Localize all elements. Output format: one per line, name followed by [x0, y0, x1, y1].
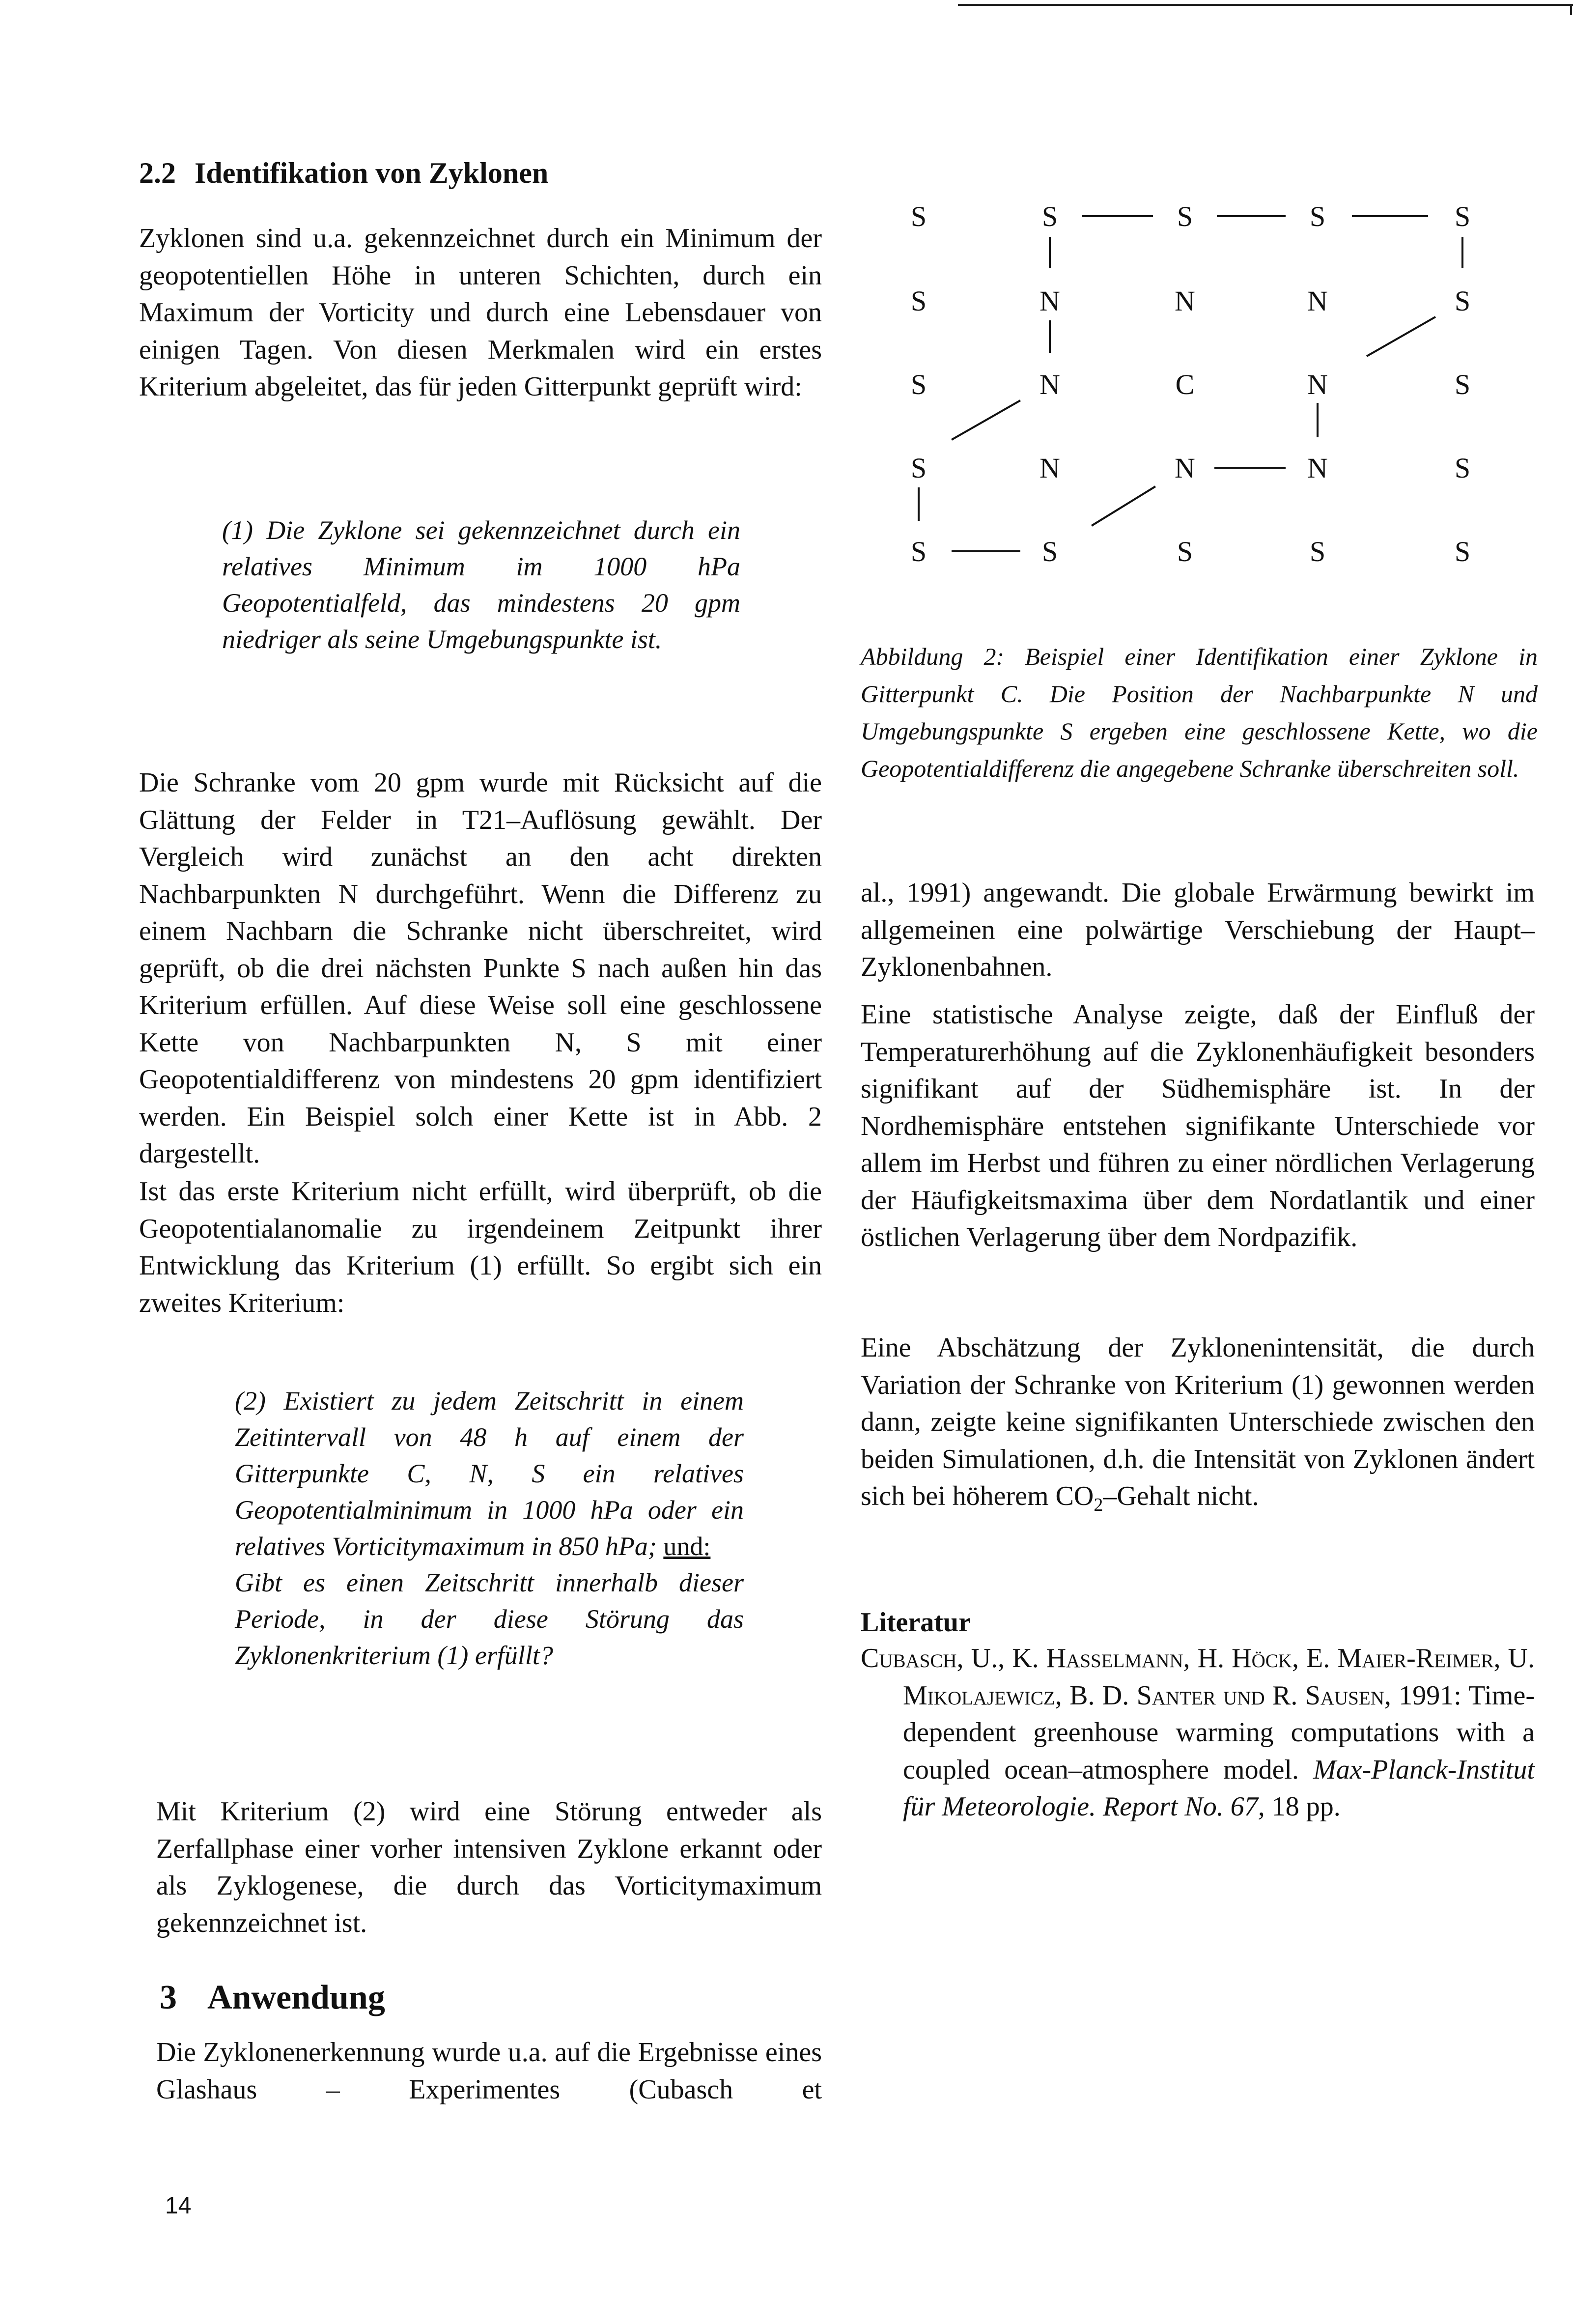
section-title: Anwendung [207, 1979, 385, 2016]
grid-point-1-0: S [910, 285, 927, 317]
paragraph-right-3-end: –Gehalt nicht. [1103, 1481, 1259, 1511]
page-number: 14 [165, 2193, 192, 2219]
criterion-2-und: und: [663, 1531, 711, 1561]
reference-title: Time-dependent greenhouse warming computations with a coupled ocean–atmosphere model. [903, 1680, 1535, 1785]
top-rule-tick [1570, 4, 1572, 15]
criterion-1: (1) Die Zyklone sei gekennzeichnet durch ein relatives Minimum im 1000 hPa Geopotentialfeld, das mindestens 20 gpm niedriger als seine Umgebungspunkte ist. [222, 515, 740, 654]
grid-point-2-4: S [1454, 368, 1471, 400]
grid-point-2-3: N [1307, 368, 1328, 400]
figure-2-grid [861, 187, 1539, 580]
grid-point-4-2: S [1177, 536, 1193, 567]
grid-point-0-2: S [1177, 200, 1193, 232]
section-number: 3 [160, 1979, 177, 2016]
link-d-3-2-4-1 [1092, 486, 1155, 526]
paragraph-right-3-text: Eine Abschätzung der Zyklonenintensität, die durch Variation der Schranke von Kriterium (1) gewonnen werden dann, zeigte keine signifikanten Unterschiede zwischen den beiden Simulationen, d.h. die Intensität von Zyklonen ändert sich bei höherem CO [861, 1332, 1535, 1511]
reference-entry [861, 1640, 1535, 1826]
link-d-2-1-3-0 [952, 400, 1020, 440]
grid-point-1-2: N [1175, 285, 1195, 317]
paragraph-right-2: Eine statistische Analyse zeigte, daß der Einfluß der Temperaturerhöhung auf die Zyklonenhäufigkeit besonders signifikant auf der Südhemisphäre ist. In der Nordhemisphäre entstehen signifikante Unterschiede vor allem im Herbst und führen zu einer nördlichen Verlagerung der Häufigkeitsmaxima über dem Nordatlantik und einer östlichen Verlagerung über dem Nordpazifik. [861, 999, 1535, 1252]
reference-authors: Cubasch, U., K. Hasselmann, H. Höck, E. Maier-Reimer, U. Mikolajewicz, B. D. Santer und R. Sausen, 1991: [861, 1643, 1535, 1711]
paragraph-criterion-2-effect: Mit Kriterium (2) wird eine Störung entweder als Zerfallphase einer vorher intensiven Zyklone erkannt oder als Zyklogenese, die durch das Vorticitymaximum gekennzeichnet ist. [156, 1796, 822, 1938]
link-d-1-4-2-3 [1367, 317, 1435, 356]
literature-heading: Literatur [861, 1607, 971, 1638]
grid-point-3-4: S [1454, 452, 1471, 484]
section-title: Identifikation von Zyklonen [195, 157, 549, 189]
paragraph-schranke: Die Schranke vom 20 gpm wurde mit Rücksicht auf die Glättung der Felder in T21–Auflösung gewählt. Der Vergleich wird zunächst an den acht direkten Nachbarpunkten N durchgeführt. Wenn die Differenz zu einem Nachbarn die Schranke nicht überschreitet, wird geprüft, ob die drei nächsten Punkte S nach außen hin das Kriterium erfüllen. Auf diese Weise soll eine geschlossene Kette von Nachbarpunkten N, S mit einer Geopotentialdifferenz von mindestens 20 gpm identifiziert werden. Ein Beispiel solch einer Kette ist in Abb. 2 dargestellt. [139, 767, 822, 1169]
grid-point-4-4: S [1454, 536, 1471, 567]
criterion-2-part-a: (2) Existiert zu jedem Zeitschritt in einem Zeitintervall von 48 h auf einem der Gitterpunkte C, N, S ein relatives Geopotentialminimum in 1000 hPa oder ein relatives Vorticitymaximum in 850 hPa; [235, 1386, 744, 1561]
grid-point-2-0: S [910, 368, 927, 400]
grid-point-3-0: S [910, 452, 927, 484]
figure-caption: Abbildung 2: Beispiel einer Identifikation einer Zyklone in Gitterpunkt C. Die Position der Nachbarpunkte N und Umgebungspunkte S ergeben eine geschlossene Kette, wo die Geopotentialdifferenz die angegebene Schranke überschreiten soll. [861, 643, 1538, 782]
top-rule [958, 4, 1573, 6]
co2-subscript: 2 [1094, 1495, 1103, 1516]
grid-diagram [861, 187, 1539, 580]
grid-point-4-0: S [910, 536, 927, 567]
paragraph-second-criterion: Ist das erste Kriterium nicht erfüllt, wird überprüft, ob die Geopotentialanomalie zu irgendeinem Zeitpunkt ihrer Entwicklung das Kriterium (1) erfüllt. So ergibt sich ein zweites Kriterium: [139, 1176, 822, 1318]
grid-point-0-3: S [1309, 200, 1326, 232]
grid-point-3-3: N [1307, 452, 1328, 484]
grid-point-2-1: N [1039, 368, 1060, 400]
criterion-2 [235, 1383, 744, 1673]
reference-pages: 18 pp. [1271, 1791, 1341, 1822]
grid-point-0-0: S [910, 200, 927, 232]
section-heading-2-2 [139, 156, 548, 190]
paragraph-anwendung: Die Zyklonenerkennung wurde u.a. auf die Ergebnisse eines Glashaus – Experimentes (Cubasch et [156, 2037, 822, 2105]
grid-point-1-1: N [1039, 285, 1060, 317]
criterion-2-part-b: Gibt es einen Zeitschritt innerhalb dieser Periode, in der diese Störung das Zyklonenkriterium (1) erfüllt? [235, 1568, 744, 1670]
grid-point-1-4: S [1454, 285, 1471, 317]
section-number: 2.2 [139, 157, 176, 189]
paragraph-right-3 [861, 1330, 1535, 1524]
grid-point-3-2: N [1175, 452, 1195, 484]
grid-point-1-3: N [1307, 285, 1328, 317]
paragraph-right-1: al., 1991) angewandt. Die globale Erwärmung bewirkt im allgemeinen eine polwärtige Verschiebung der Haupt–Zyklonenbahnen. [861, 878, 1535, 982]
grid-point-0-1: S [1041, 200, 1058, 232]
grid-point-2-2: C [1175, 368, 1195, 400]
reference-source: Max-Planck-Institut für Meteorologie. Report No. 67, [903, 1754, 1535, 1822]
grid-point-4-3: S [1309, 536, 1326, 567]
grid-point-0-4: S [1454, 200, 1471, 232]
paragraph-intro: Zyklonen sind u.a. gekennzeichnet durch ein Minimum der geopotentiellen Höhe in unteren Schichten, durch ein Maximum der Vorticity und durch eine Lebensdauer von einigen Tagen. Von diesen Merkmalen wird ein erstes Kriterium abgeleitet, das für jeden Gitterpunkt geprüft wird: [139, 223, 822, 402]
section-heading-3 [160, 1978, 385, 2017]
grid-point-3-1: N [1039, 452, 1060, 484]
grid-point-4-1: S [1041, 536, 1058, 567]
